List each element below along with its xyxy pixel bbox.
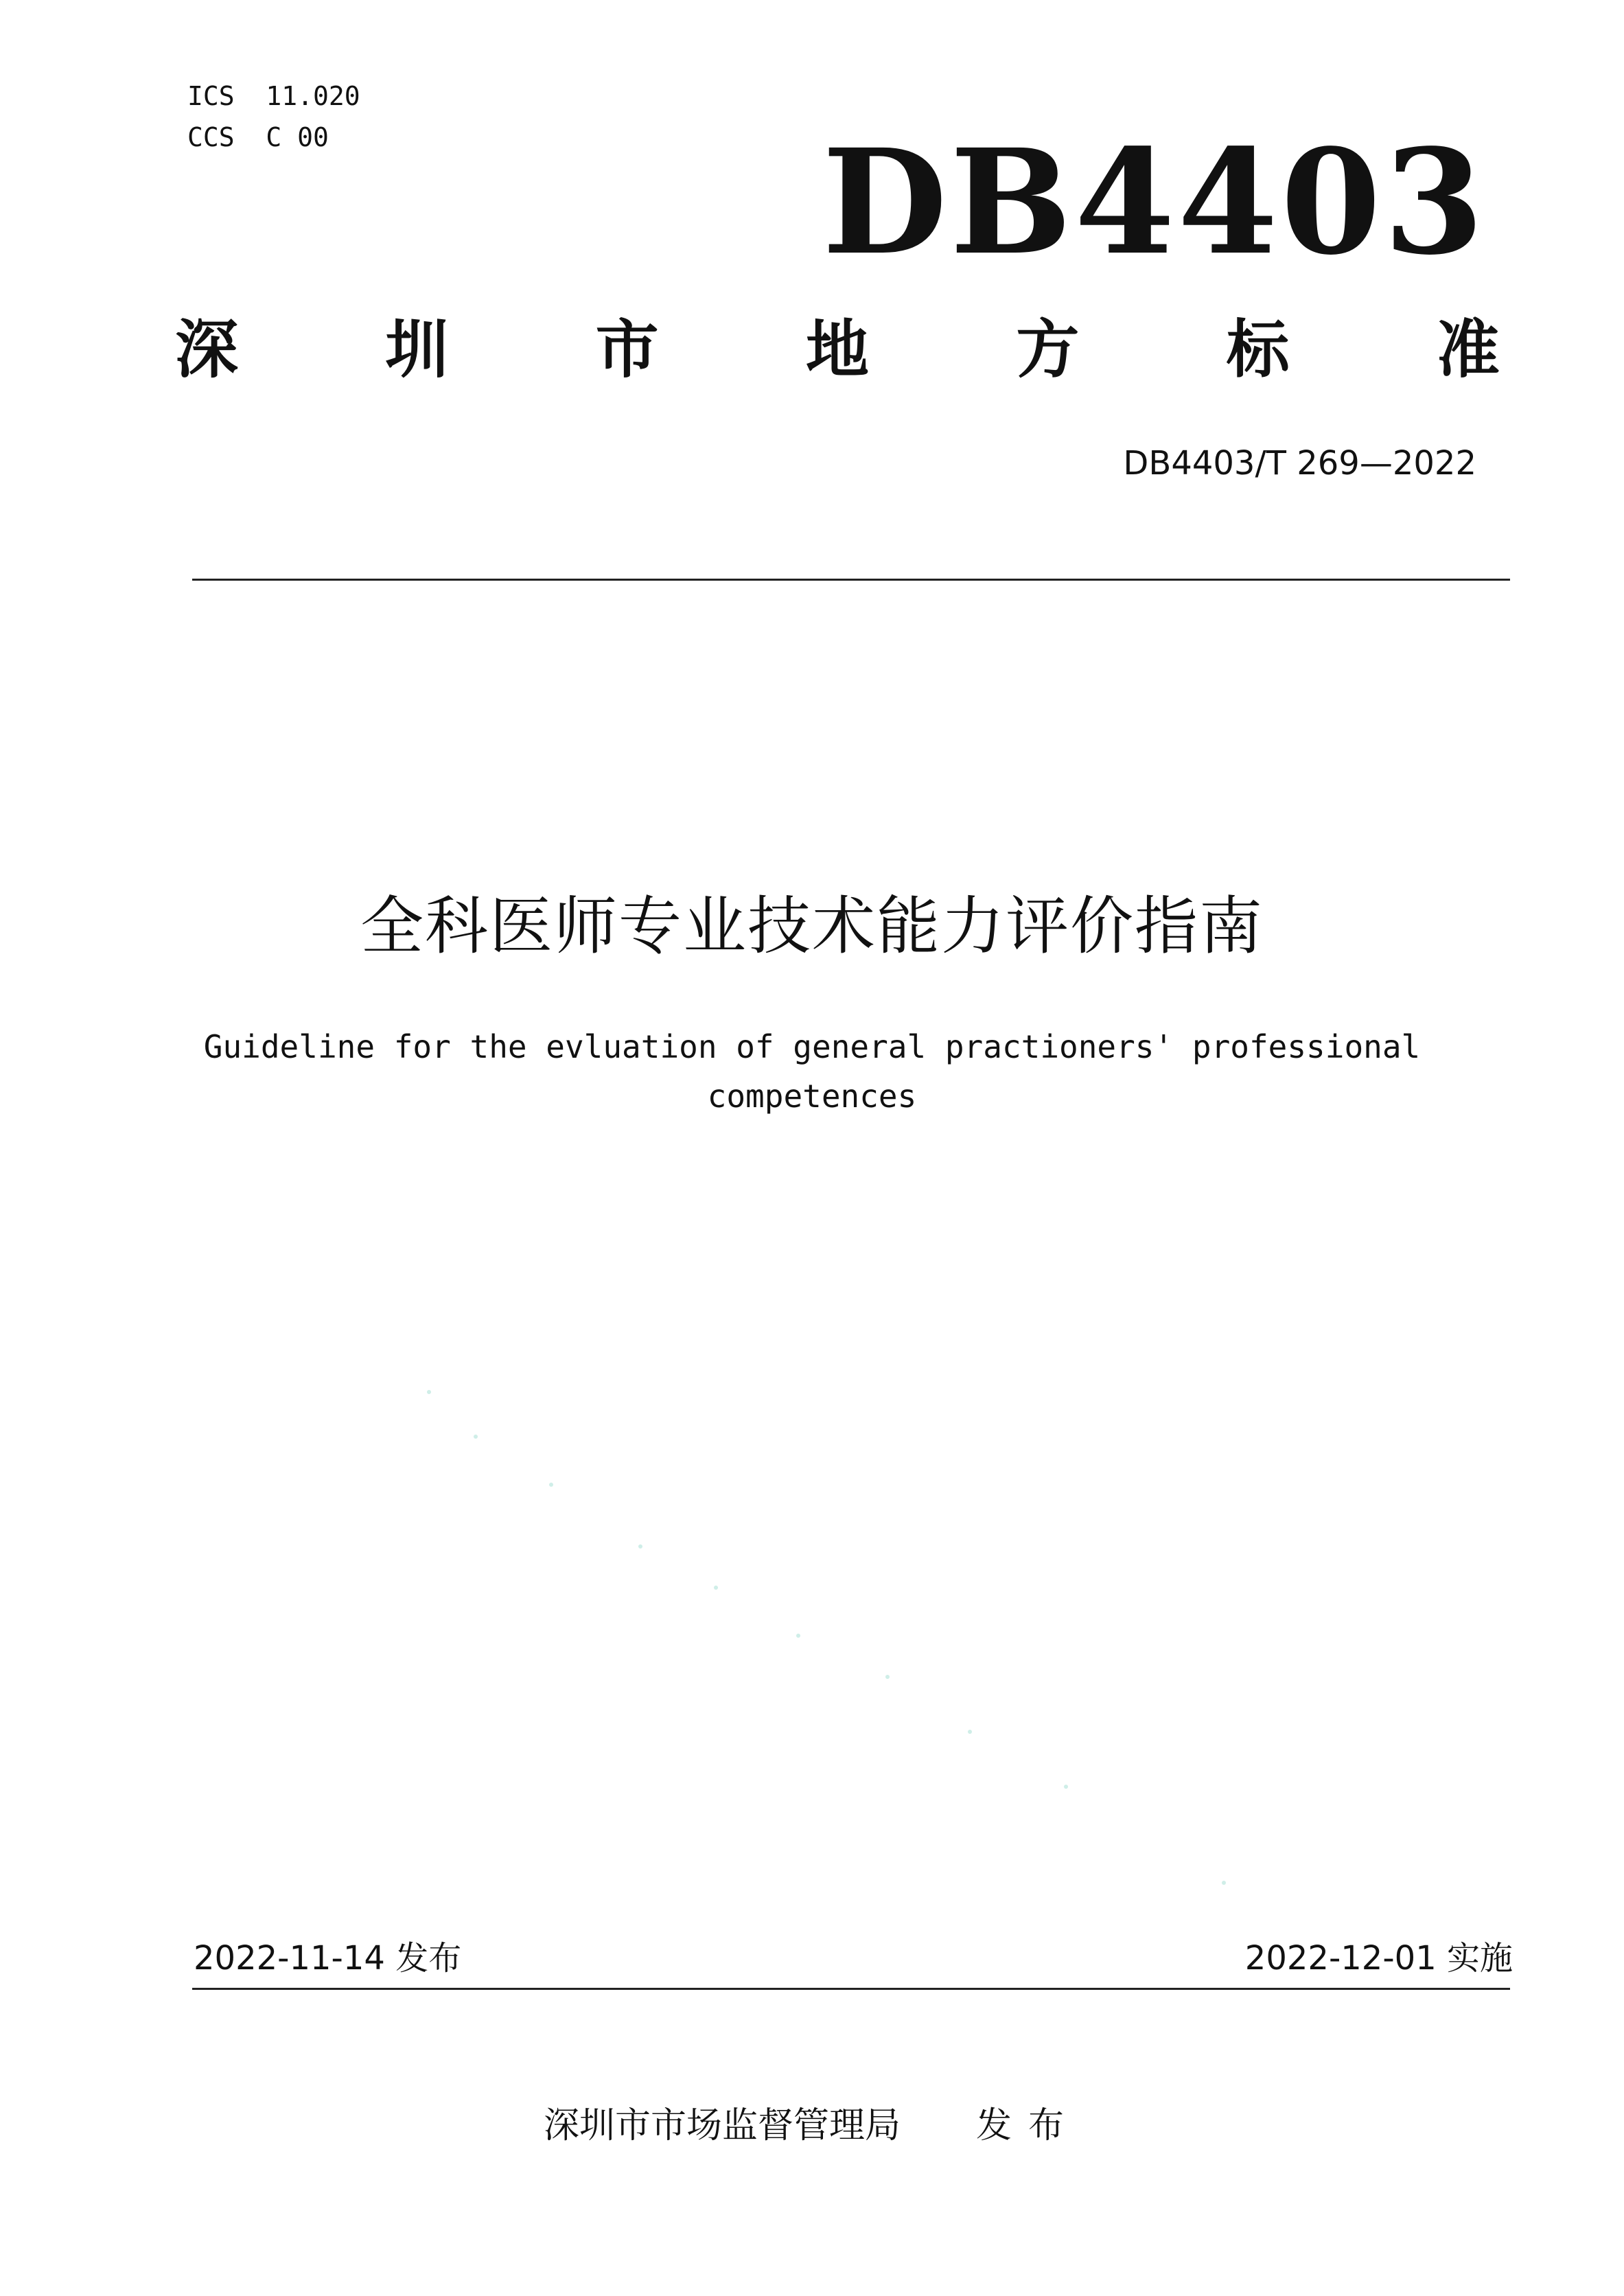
standard-type-char: 深 <box>175 313 239 386</box>
ics-code: ICS 11.020 <box>187 81 360 111</box>
document-title-english-line2: competences <box>707 1078 917 1115</box>
standard-type-char: 方 <box>1016 313 1080 386</box>
standard-type-char: 圳 <box>385 313 449 386</box>
standard-type-char: 标 <box>1226 313 1290 386</box>
standard-code-logo: DB4403 <box>822 117 1487 287</box>
standard-number: DB4403/T 269—2022 <box>1123 444 1476 483</box>
ccs-code: CCS C 00 <box>187 122 329 152</box>
standard-type-heading <box>175 312 1500 388</box>
document-title-chinese: 全科医师专业技术能力评价指南 <box>360 890 1264 963</box>
standard-type-char: 市 <box>595 313 659 386</box>
header-divider <box>192 579 1510 581</box>
standard-type-char: 地 <box>805 313 869 386</box>
footer-divider <box>192 1988 1510 1990</box>
issue-date: 2022-11-14 发布 <box>194 1939 462 1978</box>
publisher-name: 深圳市市场监督管理局 <box>543 2105 901 2146</box>
publisher-line <box>0 2098 1624 2153</box>
publisher-action: 发布 <box>976 2105 1081 2146</box>
standard-type-char: 准 <box>1436 313 1500 386</box>
implementation-date: 2022-12-01 实施 <box>1244 1939 1513 1978</box>
document-title-english-line1: Guideline for the evluation of general practioners' professional <box>203 1028 1421 1065</box>
